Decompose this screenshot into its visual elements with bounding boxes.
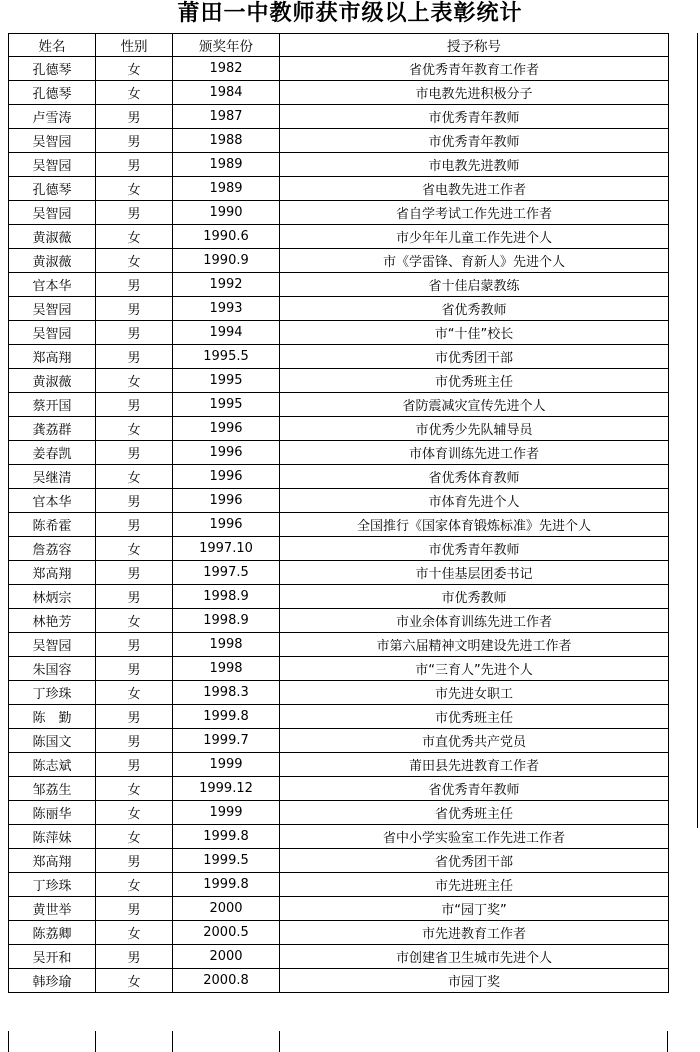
cell-award: 市优秀少先队辅导员: [280, 417, 669, 441]
cell-award: 省优秀班主任: [280, 801, 669, 825]
cell-name: 蔡开国: [9, 393, 96, 417]
cell-gender: 男: [96, 945, 173, 969]
table-row: [9, 753, 669, 777]
cell-year: 1999.12: [173, 777, 280, 801]
cell-year: 1996: [173, 441, 280, 465]
cell-name: 黄淑薇: [9, 225, 96, 249]
cell-name: 郑高翔: [9, 561, 96, 585]
cell-award: 市体育训练先进工作者: [280, 441, 669, 465]
cell-year: 1998.9: [173, 609, 280, 633]
cell-year: 1999: [173, 753, 280, 777]
cell-award: 市业余体育训练先进工作者: [280, 609, 669, 633]
cell-year: 1988: [173, 129, 280, 153]
table-outer-right-rule: [697, 33, 698, 828]
header-name: 姓名: [9, 34, 96, 57]
cell-name: 孔德琴: [9, 177, 96, 201]
cell-year: 2000: [173, 945, 280, 969]
cell-name: 林炳宗: [9, 585, 96, 609]
cell-year: 1997.10: [173, 537, 280, 561]
cell-award: 省优秀青年教师: [280, 777, 669, 801]
cell-year: 1998.3: [173, 681, 280, 705]
cell-gender: 男: [96, 705, 173, 729]
cell-award: 全国推行《国家体育锻炼标准》先进个人: [280, 513, 669, 537]
table-row: [9, 81, 669, 105]
cell-name: 黄淑薇: [9, 249, 96, 273]
cell-gender: 男: [96, 657, 173, 681]
cell-name: 陈志斌: [9, 753, 96, 777]
cell-award: 市先进班主任: [280, 873, 669, 897]
cell-award: 省防震减灾宣传先进个人: [280, 393, 669, 417]
cell-award: 市“十佳”校长: [280, 321, 669, 345]
cell-year: 1987: [173, 105, 280, 129]
table-row: [9, 225, 669, 249]
cell-name: 陈国文: [9, 729, 96, 753]
cell-year: 1998.9: [173, 585, 280, 609]
table-row: [9, 441, 669, 465]
cell-year: 1990.6: [173, 225, 280, 249]
cell-award: 市先进教育工作者: [280, 921, 669, 945]
cell-gender: 男: [96, 201, 173, 225]
cell-award: 省十佳启蒙教练: [280, 273, 669, 297]
cell-year: 2000.5: [173, 921, 280, 945]
cell-gender: 女: [96, 537, 173, 561]
cell-gender: 男: [96, 729, 173, 753]
award-statistics-table: [8, 33, 669, 993]
table-row: [9, 561, 669, 585]
table-row: [9, 825, 669, 849]
cell-award: 市电教先进积极分子: [280, 81, 669, 105]
cell-name: 陈希霍: [9, 513, 96, 537]
table-row: [9, 465, 669, 489]
cell-name: 孔德琴: [9, 81, 96, 105]
cell-award: 市“三育人”先进个人: [280, 657, 669, 681]
table-row: [9, 921, 669, 945]
cell-gender: 女: [96, 681, 173, 705]
cell-year: 2000.8: [173, 969, 280, 993]
cell-award: 市少年年儿童工作先进个人: [280, 225, 669, 249]
cell-award: 省优秀团干部: [280, 849, 669, 873]
cell-year: 1999.5: [173, 849, 280, 873]
cell-year: 1989: [173, 177, 280, 201]
table-row: [9, 513, 669, 537]
cell-gender: 男: [96, 849, 173, 873]
cell-award: 市优秀团干部: [280, 345, 669, 369]
cell-year: 1994: [173, 321, 280, 345]
cell-award: 市第六届精神文明建设先进工作者: [280, 633, 669, 657]
cell-award: 市创建省卫生城市先进个人: [280, 945, 669, 969]
cell-award: 莆田县先进教育工作者: [280, 753, 669, 777]
table-row: [9, 657, 669, 681]
table-row: [9, 609, 669, 633]
table-row: [9, 321, 669, 345]
cell-year: 1984: [173, 81, 280, 105]
cell-year: 1997.5: [173, 561, 280, 585]
cell-year: 1982: [173, 57, 280, 81]
cell-name: 黄世举: [9, 897, 96, 921]
cell-gender: 女: [96, 777, 173, 801]
cell-year: 1992: [173, 273, 280, 297]
cell-name: 吴智园: [9, 321, 96, 345]
cell-name: 吴智园: [9, 297, 96, 321]
cell-year: 1995.5: [173, 345, 280, 369]
cell-gender: 女: [96, 969, 173, 993]
cell-name: 陈 勤: [9, 705, 96, 729]
cell-gender: 女: [96, 249, 173, 273]
table-row: [9, 249, 669, 273]
table-row: [9, 969, 669, 993]
table-row: [9, 849, 669, 873]
cell-gender: 女: [96, 609, 173, 633]
cell-gender: 男: [96, 129, 173, 153]
cell-gender: 男: [96, 345, 173, 369]
cell-year: 1990: [173, 201, 280, 225]
cell-year: 1999.7: [173, 729, 280, 753]
cell-gender: 女: [96, 873, 173, 897]
cell-award: 省优秀青年教育工作者: [280, 57, 669, 81]
table-row: [9, 153, 669, 177]
cell-award: 省自学考试工作先进工作者: [280, 201, 669, 225]
cell-year: 1996: [173, 465, 280, 489]
table-row: [9, 345, 669, 369]
cell-name: 詹荔容: [9, 537, 96, 561]
cell-award: 省中小学实验室工作先进工作者: [280, 825, 669, 849]
header-gender: 性别: [96, 34, 173, 57]
cell-award: 市十佳基层团委书记: [280, 561, 669, 585]
table-row: [9, 105, 669, 129]
cell-gender: 女: [96, 225, 173, 249]
table-bottom-continuation: [8, 1031, 668, 1052]
header-year: 颁奖年份: [173, 34, 280, 57]
cell-year: 1990.9: [173, 249, 280, 273]
cell-gender: 女: [96, 417, 173, 441]
table-row: [9, 729, 669, 753]
cell-name: 姜春凯: [9, 441, 96, 465]
cell-name: 孔德琴: [9, 57, 96, 81]
cell-year: 1999: [173, 801, 280, 825]
cell-award: 省电教先进工作者: [280, 177, 669, 201]
table-row: [9, 369, 669, 393]
cell-year: 1998: [173, 657, 280, 681]
cell-name: 吴智园: [9, 129, 96, 153]
cell-gender: 男: [96, 393, 173, 417]
table-row: [9, 201, 669, 225]
cell-gender: 男: [96, 897, 173, 921]
table-row: [9, 585, 669, 609]
table-row: [9, 297, 669, 321]
cell-name: 陈萍妹: [9, 825, 96, 849]
cell-award: 市园丁奖: [280, 969, 669, 993]
cell-name: 吴智园: [9, 633, 96, 657]
cell-year: 1996: [173, 417, 280, 441]
table-row: [9, 945, 669, 969]
cell-award: 市优秀班主任: [280, 369, 669, 393]
cell-award: 市《学雷锋、育新人》先进个人: [280, 249, 669, 273]
table-row: [9, 633, 669, 657]
cell-award: 省优秀教师: [280, 297, 669, 321]
cell-gender: 男: [96, 489, 173, 513]
cell-name: 龚荔群: [9, 417, 96, 441]
cell-name: 丁珍珠: [9, 873, 96, 897]
table-row: [9, 873, 669, 897]
cell-award: 市优秀青年教师: [280, 129, 669, 153]
table-row: [9, 801, 669, 825]
cell-name: 郑高翔: [9, 345, 96, 369]
cell-gender: 女: [96, 369, 173, 393]
cell-name: 林艳芳: [9, 609, 96, 633]
cell-year: 1999.8: [173, 873, 280, 897]
cell-year: 1998: [173, 633, 280, 657]
cell-year: 1996: [173, 489, 280, 513]
cell-name: 丁珍珠: [9, 681, 96, 705]
table-row: [9, 897, 669, 921]
cell-name: 吴开和: [9, 945, 96, 969]
cell-gender: 女: [96, 57, 173, 81]
table-row: [9, 393, 669, 417]
cell-year: 1999.8: [173, 705, 280, 729]
cell-name: 卢雪涛: [9, 105, 96, 129]
cell-name: 朱国容: [9, 657, 96, 681]
cell-award: 市优秀青年教师: [280, 537, 669, 561]
cell-gender: 男: [96, 441, 173, 465]
table-row: [9, 705, 669, 729]
cell-gender: 女: [96, 801, 173, 825]
cell-gender: 男: [96, 633, 173, 657]
cell-award: 市先进女职工: [280, 681, 669, 705]
cell-gender: 女: [96, 465, 173, 489]
table-header-row: [9, 34, 669, 57]
table-row: [9, 489, 669, 513]
cell-year: 1995: [173, 393, 280, 417]
cell-name: 吴智园: [9, 153, 96, 177]
cell-gender: 女: [96, 921, 173, 945]
cell-year: 1995: [173, 369, 280, 393]
cell-year: 2000: [173, 897, 280, 921]
page-title: 莆田一中教师获市级以上表彰统计: [177, 1, 523, 26]
table-row: [9, 417, 669, 441]
cell-name: 陈荔卿: [9, 921, 96, 945]
table-row: [9, 273, 669, 297]
table-row: [9, 777, 669, 801]
cell-name: 邹荔生: [9, 777, 96, 801]
cell-name: 吴智园: [9, 201, 96, 225]
cell-name: 黄淑薇: [9, 369, 96, 393]
header-award: 授予称号: [280, 34, 669, 57]
table-row: [9, 681, 669, 705]
cell-gender: 男: [96, 297, 173, 321]
cell-gender: 女: [96, 81, 173, 105]
cell-gender: 男: [96, 513, 173, 537]
cell-award: 市优秀青年教师: [280, 105, 669, 129]
cell-year: 1993: [173, 297, 280, 321]
cell-year: 1996: [173, 513, 280, 537]
table-row: [9, 177, 669, 201]
cell-gender: 女: [96, 825, 173, 849]
cell-award: 省优秀体育教师: [280, 465, 669, 489]
table-row: [9, 129, 669, 153]
cell-gender: 男: [96, 753, 173, 777]
cell-award: 市电教先进教师: [280, 153, 669, 177]
cell-name: 官本华: [9, 273, 96, 297]
cell-gender: 男: [96, 273, 173, 297]
cell-gender: 男: [96, 105, 173, 129]
cell-name: 陈丽华: [9, 801, 96, 825]
table-row: [9, 57, 669, 81]
cell-name: 吴继清: [9, 465, 96, 489]
cell-gender: 男: [96, 585, 173, 609]
cell-gender: 女: [96, 177, 173, 201]
cell-name: 官本华: [9, 489, 96, 513]
cell-award: 市体育先进个人: [280, 489, 669, 513]
cell-gender: 男: [96, 321, 173, 345]
cell-year: 1989: [173, 153, 280, 177]
cell-award: 市“园丁奖”: [280, 897, 669, 921]
cell-name: 郑高翔: [9, 849, 96, 873]
cell-gender: 男: [96, 561, 173, 585]
cell-name: 韩珍瑜: [9, 969, 96, 993]
table-row: [9, 537, 669, 561]
cell-award: 市优秀教师: [280, 585, 669, 609]
cell-gender: 男: [96, 153, 173, 177]
cell-year: 1999.8: [173, 825, 280, 849]
cell-award: 市优秀班主任: [280, 705, 669, 729]
cell-award: 市直优秀共产党员: [280, 729, 669, 753]
